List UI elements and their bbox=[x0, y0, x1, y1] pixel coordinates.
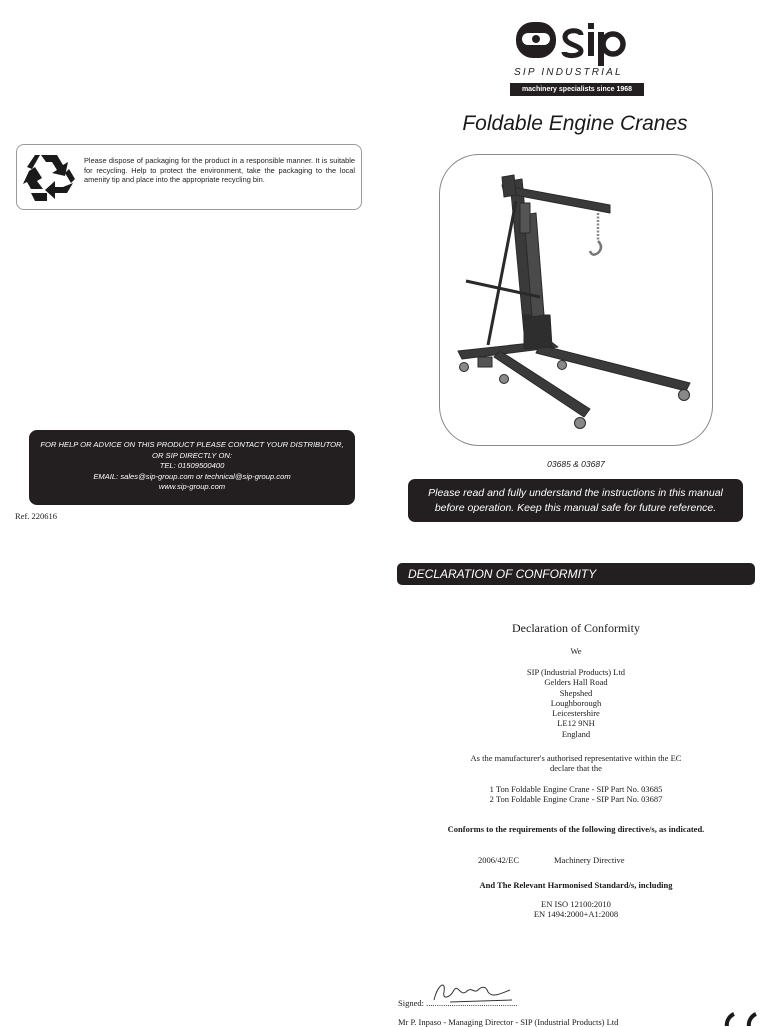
part-item: 1 Ton Foldable Engine Crane - SIP Part No. 03685 bbox=[489, 784, 663, 794]
address-line: LE12 9NH bbox=[557, 718, 595, 729]
address-line: SIP (Industrial Products) Ltd bbox=[526, 667, 626, 677]
part-list bbox=[420, 784, 732, 805]
engine-crane-illustration bbox=[440, 155, 713, 446]
read-manual-warning bbox=[408, 479, 743, 522]
declare-line-1: As the manufacturer's authorised representative within the EC bbox=[470, 753, 682, 763]
part-item: 2 Ton Foldable Engine Crane - SIP Part No. 03687 bbox=[489, 794, 663, 805]
logo-company-name: SIP INDUSTRIAL bbox=[514, 67, 623, 78]
declaration-we: We bbox=[570, 646, 582, 656]
section-header: DECLARATION OF CONFORMITY bbox=[397, 563, 755, 585]
harmonised-standards-heading: And The Relevant Harmonised Standard/s, including bbox=[479, 880, 673, 890]
warning-line-2: before operation. Keep this manual safe for future reference. bbox=[434, 501, 717, 514]
signatory: Mr P. Inpaso - Managing Director - SIP (Industrial Products) Ltd bbox=[398, 1017, 619, 1027]
sip-logo-mark bbox=[508, 18, 648, 68]
help-website[interactable]: www.sip-group.com bbox=[158, 482, 226, 492]
product-title: Foldable Engine Cranes bbox=[462, 112, 688, 135]
address-line: Gelders Hall Road bbox=[544, 677, 608, 688]
help-line-1: FOR HELP OR ADVICE ON THIS PRODUCT PLEASE CONTACT YOUR DISTRIBUTOR, bbox=[40, 440, 344, 449]
directive-code: 2006/42/EC bbox=[478, 855, 520, 865]
warning-line-1: Please read and fully understand the instructions in this manual bbox=[428, 487, 723, 499]
recycling-notice bbox=[16, 144, 362, 210]
directive-name: Machinery Directive bbox=[554, 855, 625, 865]
declaration-title: Declaration of Conformity bbox=[512, 621, 640, 635]
declare-line-2: declare that the bbox=[550, 763, 602, 774]
declaration-statement bbox=[420, 753, 732, 774]
address-line: Shepshed bbox=[559, 687, 593, 698]
standards-list bbox=[420, 899, 732, 920]
help-line-2: OR SIP DIRECTLY ON: bbox=[152, 450, 232, 460]
product-image-frame bbox=[439, 154, 713, 446]
address-line: England bbox=[561, 728, 591, 739]
help-email[interactable]: EMAIL: sales@sip-group.com or technical@sip-group.com bbox=[93, 471, 291, 481]
recycle-icon bbox=[21, 149, 77, 205]
help-phone: TEL: 01509500400 bbox=[159, 461, 225, 471]
sip-logo bbox=[508, 18, 648, 98]
signed-line: Signed: ........................................... bbox=[398, 998, 518, 1008]
company-address bbox=[420, 667, 732, 739]
standard-item: EN ISO 12100:2010 bbox=[541, 899, 611, 909]
recycling-text: Please dispose of packaging for the product in a responsible manner. It is suitable for recycling. Help to protect the environment, take the packaging to the local amenity tip and place into the appropriate recycling bin. bbox=[84, 156, 355, 185]
address-line: Leicestershire bbox=[552, 708, 600, 719]
conforms-statement: Conforms to the requirements of the following directive/s, as indicated. bbox=[447, 824, 705, 834]
address-line: Loughborough bbox=[550, 697, 602, 708]
help-contact-box bbox=[29, 430, 355, 505]
logo-tagline: machinery specialists since 1968 bbox=[510, 83, 644, 96]
standard-item: EN 1494:2000+A1:2008 bbox=[533, 909, 619, 920]
reference-number: Ref. 220616 bbox=[15, 511, 58, 521]
model-numbers: 03685 & 03687 bbox=[547, 459, 605, 469]
